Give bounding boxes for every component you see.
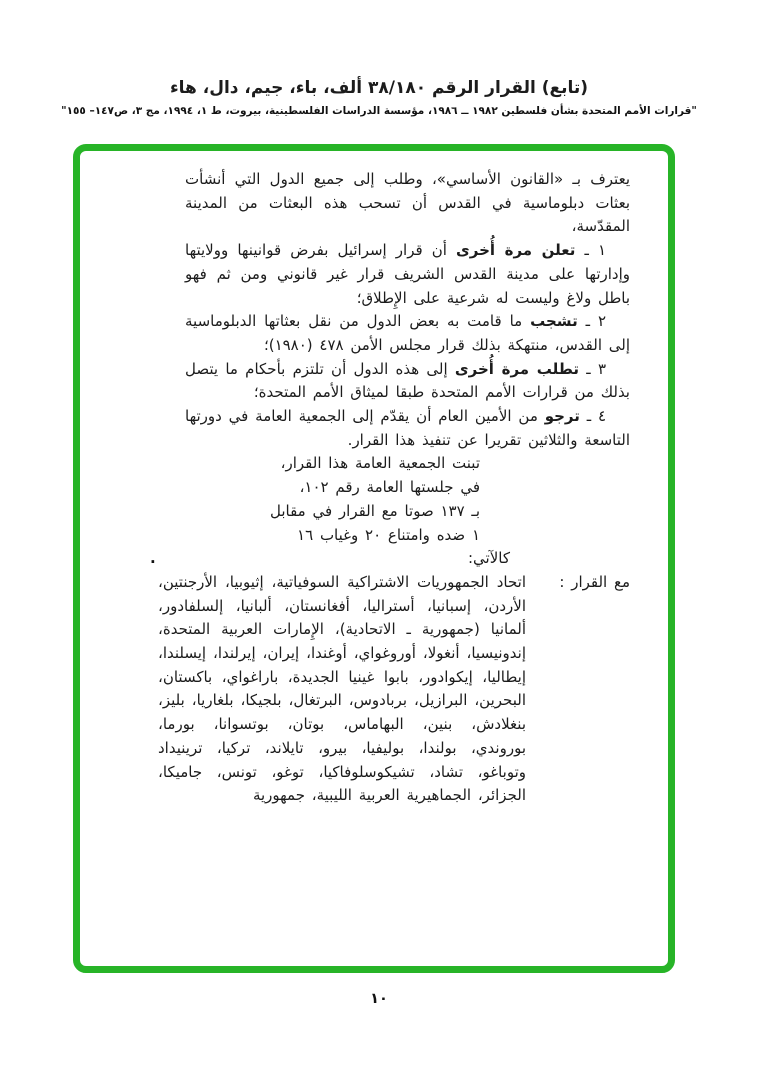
page-header <box>0 78 758 117</box>
resolution-box <box>73 144 675 973</box>
vote-summary-line-1: تبنت الجمعية العامة هذا القرار، <box>280 454 480 473</box>
item-number: ١ ـ <box>575 241 606 260</box>
intro-paragraph: يعترف بـ «القانون الأساسي»، وطلب إلى جميع الدول التي أنشأت بعثات دبلوماسية في القدس أن تسحب هذه البعثات من المدينة المقدّسة، <box>185 170 630 236</box>
vote-with-label: مع القرار : <box>559 572 630 591</box>
item-lead: تطلب مرة أُخرى <box>454 359 580 378</box>
page-number: ١٠ <box>370 991 388 1007</box>
item-text: ما قامت به بعض الدول من نقل بعثاتها الدبلوماسية إلى القدس، منتهكة بذلك قرار مجلس الأمن ٤٧٨ (١٩٨٠)؛ <box>185 312 630 354</box>
resolution-item-3 <box>185 358 630 405</box>
resolution-item-2 <box>185 310 630 357</box>
vote-detail-block <box>158 571 630 808</box>
item-text: أن قرار إسرائيل بفرض قوانينها وولايتها وإدارتها على مدينة القدس الشريف قرار غير قانوني ومن ثم فهو باطل ولاغ وليست له شرعية على الإِطلاق؛ <box>185 241 630 307</box>
resolution-title: (تابع) القرار الرقم ٣٨/١٨٠ ألف، باء، جيم، دال، هاء <box>169 78 589 98</box>
source-citation: "قرارات الأمم المتحدة بشأن فلسطين ١٩٨٢ ــ ١٩٨٦، مؤسسة الدراسات الفلسطينية، بيروت، ط ١، ١٩٩٤، مج ٣، ص١٤٧– ١٥٥" <box>61 105 697 117</box>
item-text: من الأمين العام أن يقدّم إلى الجمعية العامة في دورتها التاسعة والثلاثين تقريرا عن تنفيذ هذا القرار. <box>185 407 630 449</box>
resolution-text <box>80 151 668 808</box>
item-number: ٤ ـ <box>579 407 606 426</box>
item-text: إلى هذه الدول أن تلتزم بأحكام ما يتصل بذلك من قرارات الأمم المتحدة طبقا لميثاق الأمم المتحدة؛ <box>185 359 630 402</box>
item-lead: تعلن مرة أُخرى <box>456 241 576 260</box>
stray-period-mark: . <box>150 549 156 567</box>
item-number: ٢ ـ <box>577 312 606 331</box>
vote-summary-line-5: كالآتي: <box>468 549 510 568</box>
countries-for-paragraph: اتحاد الجمهوريات الاشتراكية السوفياتية، إثيوبيا، الأرجنتين، الأردن، إسبانيا، أستراليا، أفغانستان، ألبانيا، إلسلفادور، ألمانيا (جمهورية ـ الاتحادية)، الإِمارات العربية المتحدة، إندونيسيا، أنغولا، أوروغواي، أوغندا، إيران، إيرلندا، إيسلندا، إيطاليا، إيكوادور، بابوا غينيا الجديدة، باراغواي، باكستان، البحرين، البرازيل، بربادوس، البرتغال، بلجيكا، بلغاريا، بليز، بنغلادش، بنين، البهاماس، بوتان، بوتسوانا، بورما، بوروندي، بولندا، بوليفيا، بيرو، تايلاند، تركيا، ترينيداد وتوباغو، تشاد، تشيكوسلوفاكيا، توغو، تونس، جاميكا، الجزائر، الجماهيرية العربية الليبية، جمهورية <box>158 572 526 805</box>
resolution-item-4 <box>185 405 630 452</box>
vote-summary-line-3: بـ ١٣٧ صوتا مع القرار في مقابل <box>269 501 480 520</box>
item-lead: تشجب <box>530 312 578 331</box>
vote-summary-line-4: ١ ضده وامتناع ٢٠ وغياب ١٦ <box>297 525 480 544</box>
resolution-item-1 <box>185 239 630 310</box>
item-number: ٣ ـ <box>579 359 606 378</box>
item-lead: ترجو <box>544 407 580 426</box>
vote-summary-line-2: في جلستها العامة رقم ١٠٢، <box>299 478 480 497</box>
